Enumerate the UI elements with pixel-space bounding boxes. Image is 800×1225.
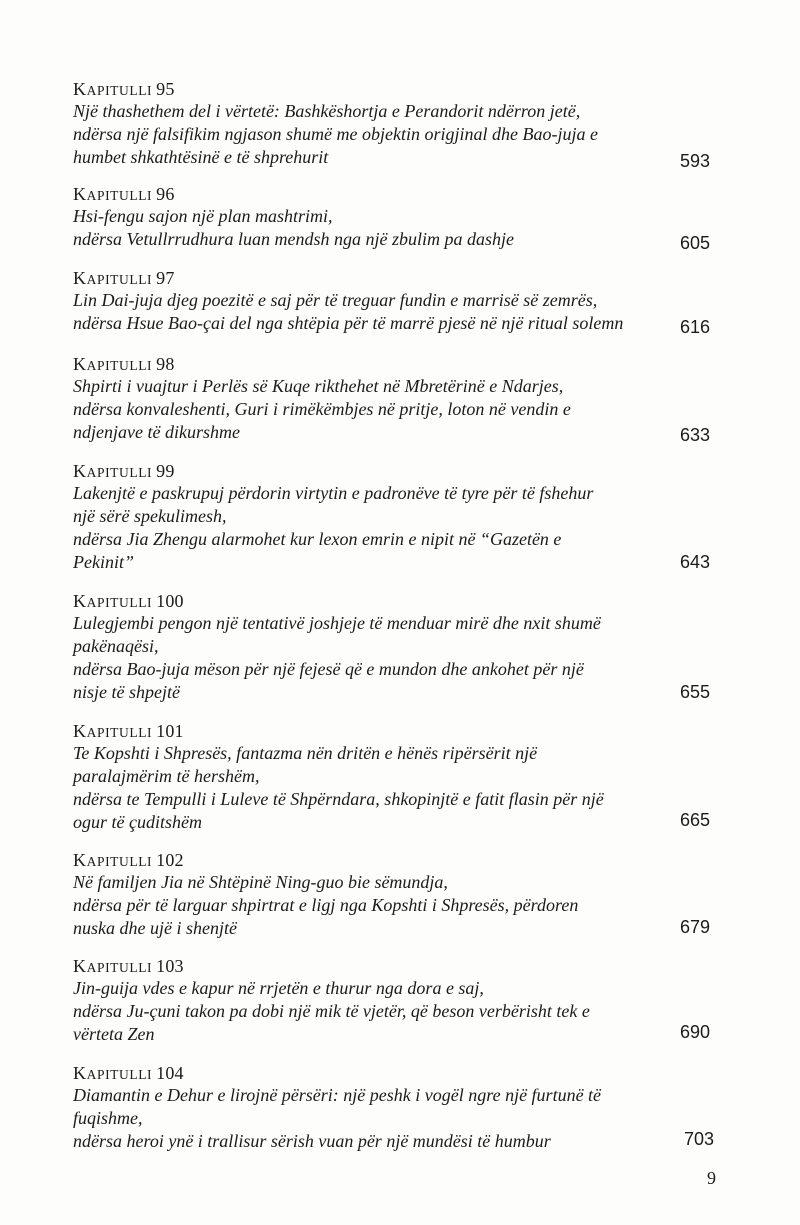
chapter-summary-line: ndërsa Vetullrrudhura luan mendsh nga një zbulim pa dashje [73,229,514,249]
chapter-summary-line: ndërsa për të larguar shpirtrat e ligj nga Kopshti i Shpresës, përdoren [73,895,579,915]
chapter-label: KAPITULLI [73,850,153,870]
chapter-summary-line: pakënaqësi, [73,636,159,656]
chapter-summary-line: Lulegjembi pengon një tentativë joshjeje të menduar mirë dhe nxit shumë [73,613,601,633]
chapter-label: KAPITULLI [73,956,153,976]
chapter-summary-line: një sërë spekulimesh, [73,506,227,526]
chapter-summary-line: Një thashethem del i vërtetë: Bashkëshortja e Perandorit ndërron jetë, [73,101,581,121]
chapter-summary-line: nisje të shpejtë [73,682,180,702]
chapter-label: KAPITULLI [73,721,153,741]
page-number: 605 [679,233,710,253]
chapter-summary-line: ndërsa Jia Zhengu alarmohet kur lexon emrin e nipit në “Gazetën e [73,529,562,549]
chapter-summary-line: Në familjen Jia në Shtëpinë Ning-guo bie sëmundja, [73,872,448,892]
chapter-label: KAPITULLI [73,268,153,288]
chapter-summary-line: vërteta Zen [73,1024,155,1044]
chapter-entry [73,1062,723,1153]
page-number: 616 [679,317,710,337]
chapter-number: 95 [156,79,175,99]
chapter-entry [73,353,723,444]
chapter-number: 102 [156,850,184,870]
chapter-summary-line: ndërsa një falsifikim ngjason shumë me objektin origjinal dhe Bao-juja e [73,124,598,144]
chapter-heading [73,183,723,205]
folio-page-number: 9 [707,1168,716,1188]
chapter-number: 96 [156,184,175,204]
chapter-summary-line: ndërsa Bao-juja mëson për një fejesë që e mundon dhe ankohet për një [73,659,584,679]
page-number: 703 [683,1129,714,1149]
chapter-label: KAPITULLI [73,79,153,99]
chapter-summary-line: ndërsa te Tempulli i Luleve të Shpërndara, shkopinjtë e fatit flasin për një [73,789,604,809]
chapter-entry [73,460,723,574]
chapter-summary-line: Diamantin e Dehur e lirojnë përsëri: një peshk i vogël ngre një furtunë të [73,1085,602,1105]
chapter-entry [73,78,723,169]
chapter-summary-line: paralajmërim të hershëm, [73,766,260,786]
chapter-summary-line: ndërsa konvaleshenti, Guri i rimëkëmbjes në pritje, loton në vendin e [73,399,571,419]
chapter-summary-line: Te Kopshti i Shpresës, fantazma nën dritën e hënës ripërsërit një [73,743,538,763]
chapter-summary-line: ndërsa Hsue Bao-çai del nga shtëpia për të marrë pjesë në një ritual solemn [73,313,624,333]
chapter-number: 100 [156,591,184,611]
chapter-entry [73,267,723,335]
chapter-label: KAPITULLI [73,1063,153,1083]
chapter-heading [73,78,723,100]
chapter-heading [73,955,723,977]
chapter-label: KAPITULLI [73,591,153,611]
chapter-entry [73,183,723,251]
chapter-summary-line: ndërsa Ju-çuni takon pa dobi një mik të vjetër, që beson verbërisht tek e [73,1001,590,1021]
chapter-summary-line: ndjenjave të dikurshme [73,422,240,442]
chapter-entry [73,849,723,940]
chapter-number: 104 [156,1063,184,1083]
chapter-summary-line: Hsi-fengu sajon një plan mashtrimi, [73,206,333,226]
chapter-summary-line: ndërsa heroi ynë i trallisur sërish vuan për një mundësi të humbur [73,1131,551,1151]
chapter-number: 103 [156,956,184,976]
chapter-summary-line: humbet shkathtësinë e të shprehurit [73,147,329,167]
chapter-entry [73,955,723,1046]
chapter-summary-line: Pekinit” [73,552,134,572]
chapter-label: KAPITULLI [73,184,153,204]
chapter-heading [73,590,723,612]
chapter-label: KAPITULLI [73,354,153,374]
chapter-entry [73,720,723,834]
chapter-summary-line: Shpirti i vuajtur i Perlës së Kuqe rikthehet në Mbretërinë e Ndarjes, [73,376,564,396]
chapter-heading [73,849,723,871]
page-number: 690 [679,1022,710,1042]
chapter-summary-line: Jin-guija vdes e kapur në rrjetën e thurur nga dora e saj, [73,978,484,998]
chapter-label: KAPITULLI [73,461,153,481]
chapter-number: 99 [156,461,175,481]
chapter-heading [73,353,723,375]
chapter-summary-line: ogur të çuditshëm [73,812,202,832]
chapter-summary-line: Lin Dai-juja djeg poezitë e saj për të treguar fundin e marrisë së zemrës, [73,290,598,310]
chapter-heading [73,460,723,482]
chapter-number: 98 [156,354,175,374]
chapter-summary-line: fuqishme, [73,1108,143,1128]
chapter-heading [73,720,723,742]
chapter-number: 97 [156,268,175,288]
page-number: 633 [679,425,710,445]
chapter-heading [73,1062,723,1084]
chapter-entry [73,590,723,704]
chapter-number: 101 [156,721,184,741]
chapter-summary-line: Lakenjtë e paskrupuj përdorin virtytin e padronëve të tyre për të fshehur [73,483,594,503]
chapter-heading [73,267,723,289]
page-number: 679 [679,917,710,937]
page-number: 593 [679,151,710,171]
page-number: 665 [679,810,710,830]
page-number: 655 [679,682,710,702]
chapter-summary-line: nuska dhe ujë i shenjtë [73,918,237,938]
page-number: 643 [679,552,710,572]
